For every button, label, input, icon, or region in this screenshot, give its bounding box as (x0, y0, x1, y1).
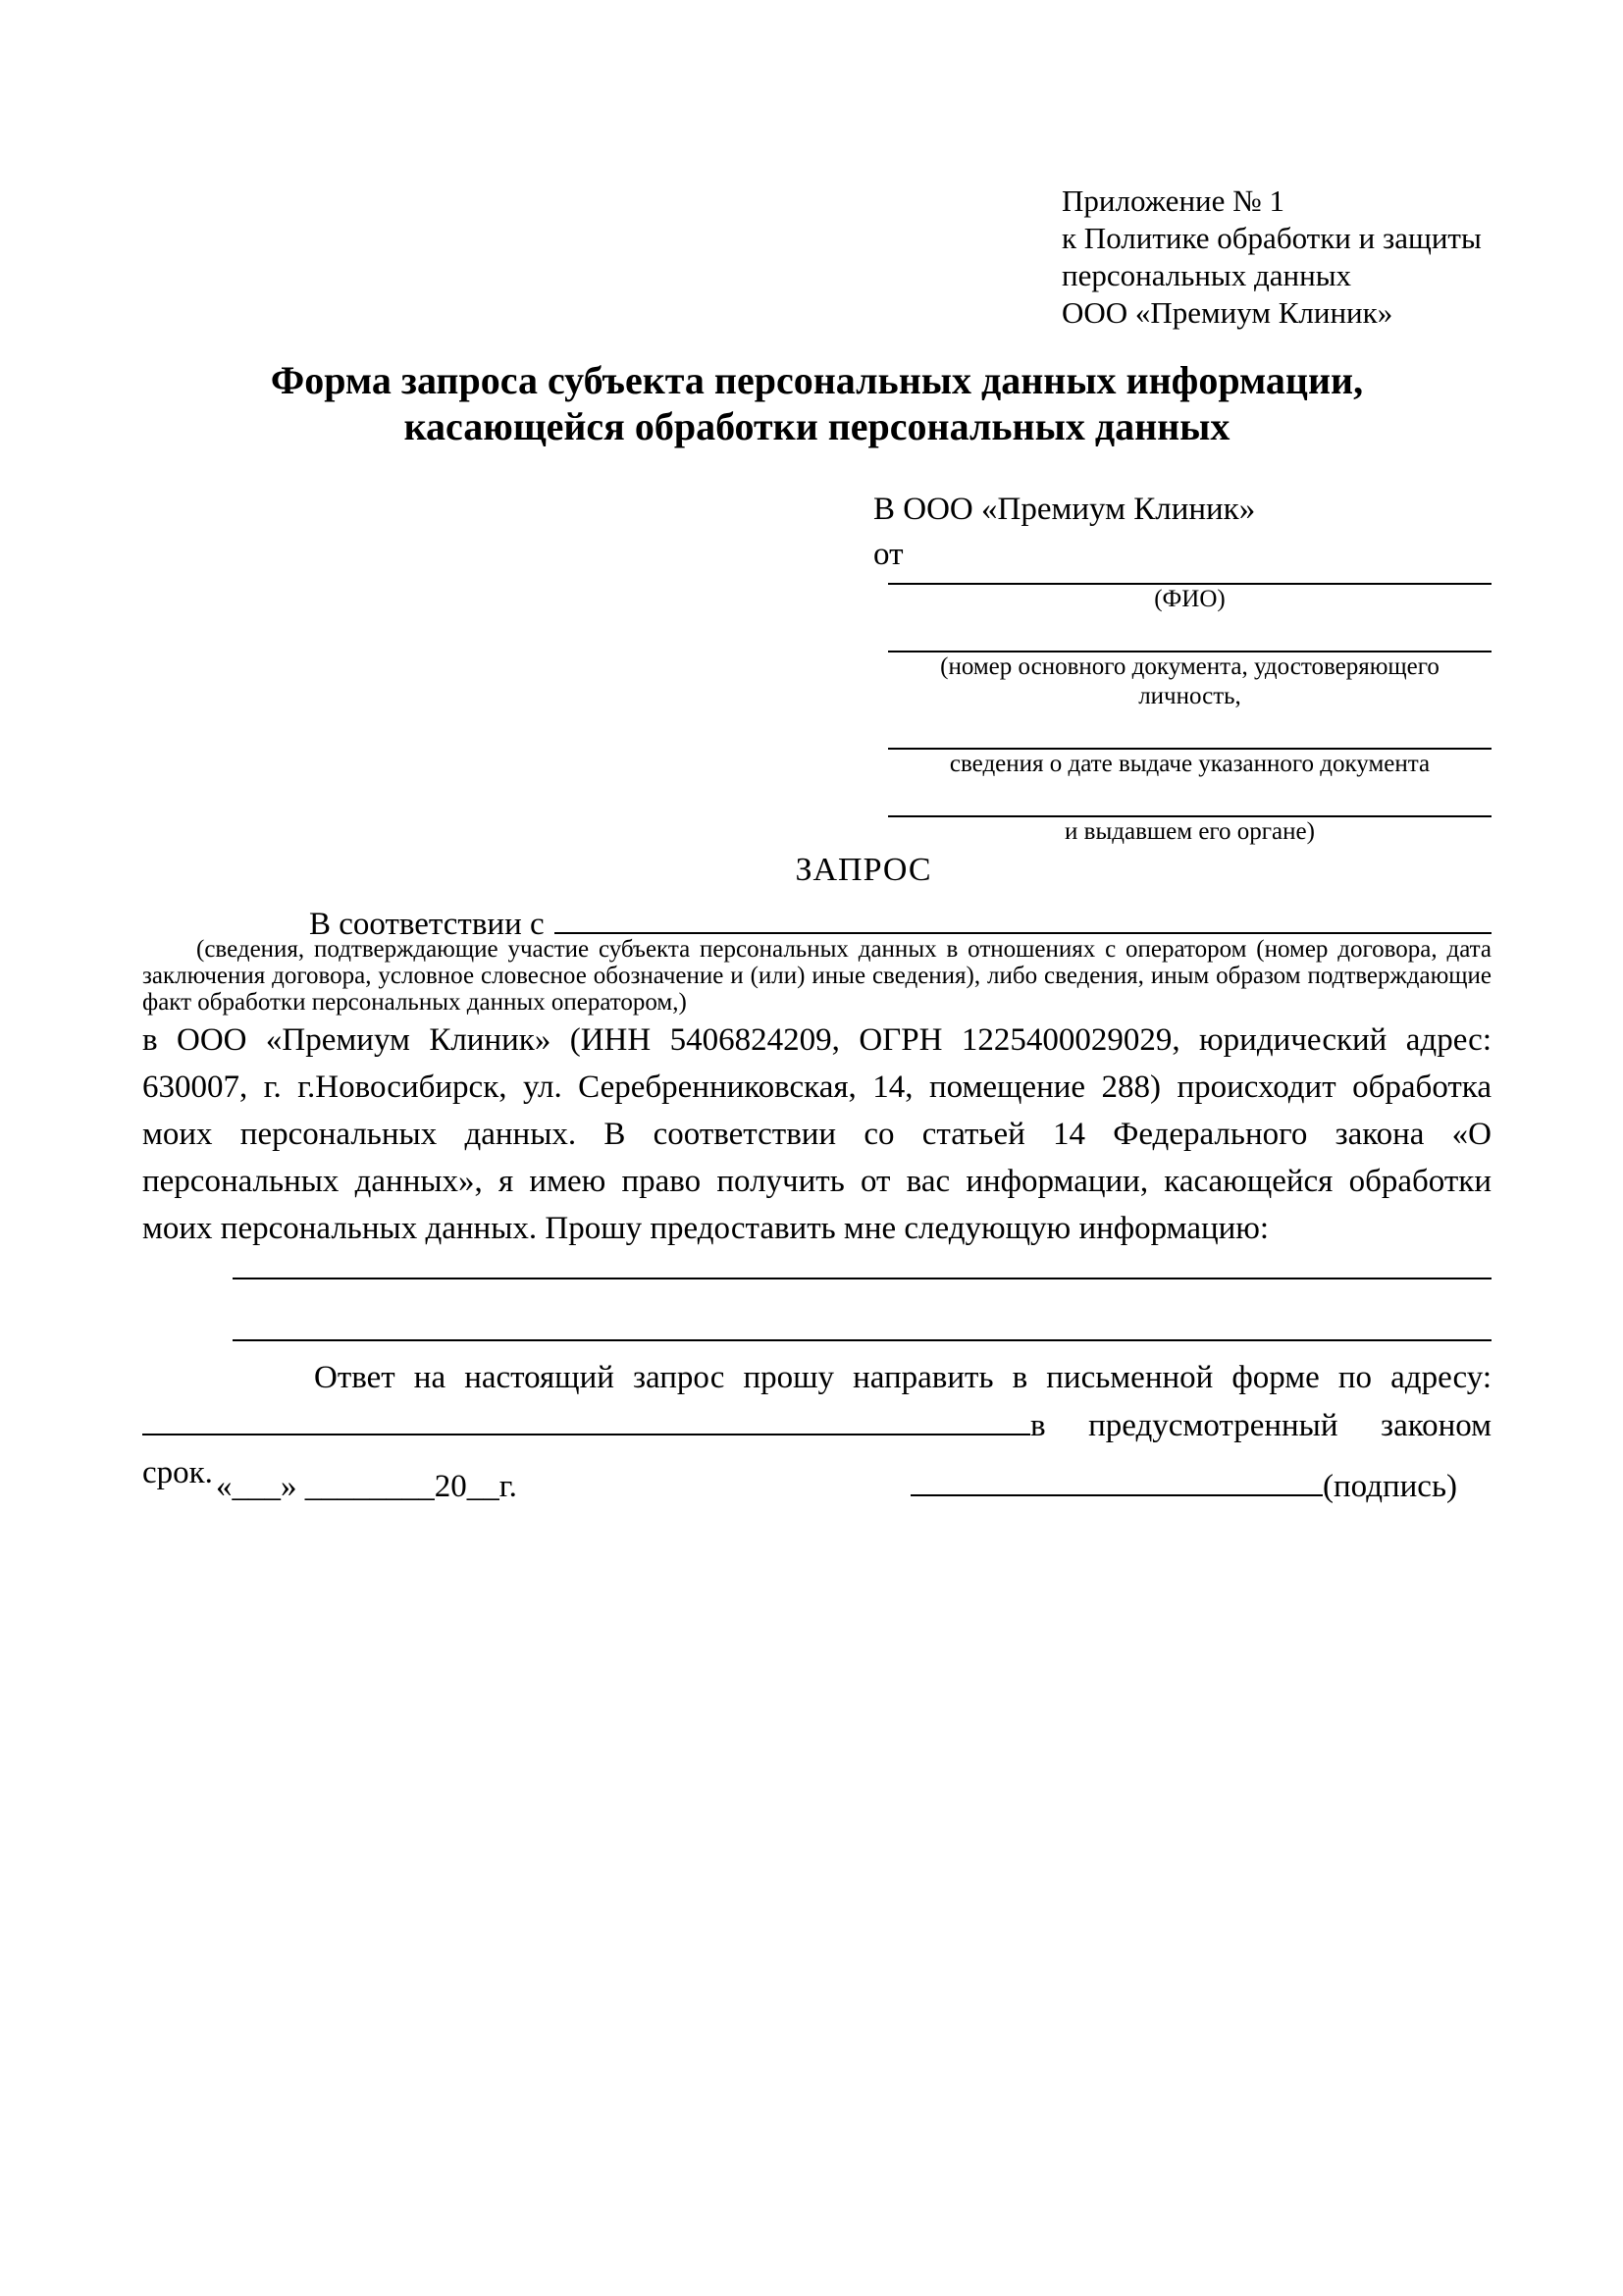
info-lines-gap (142, 1279, 1492, 1339)
document-title-line: касающейся обработки персональных данных (403, 404, 1230, 448)
appendix-header-line: Приложение № 1 (1062, 183, 1284, 218)
intro-write-line (554, 899, 1492, 934)
intro-note: (сведения, подтверждающие участие субъекта персональных данных в отношениях с оператором (номер договора, дата заключения договора, условное словесное обозначение и (или) иные сведения), либо сведения, иным образом подтверждающие факт обработки персональных данных оператором,) (142, 936, 1492, 1016)
appendix-header-line: к Политике обработки и защиты (1062, 221, 1482, 255)
addressee-to: В ООО «Премиум Клиник» (873, 492, 1256, 527)
issue-date-caption: сведения о дате выдаче указанного документа (949, 751, 1431, 777)
info-write-lines (142, 1278, 1492, 1341)
signature-group (911, 1462, 1457, 1505)
signature-write-line (911, 1462, 1323, 1496)
request-body: в ООО «Премиум Клиник» (ИНН 5406824209, ОГРН 1225400029029, юридический адрес: 630007, г. г.Новосибирск, ул. Серебренниковская, 14, помещение 288) происходит обработка моих персональных данных. В соответствии со статьей 14 Федерального закона «О персональных данных», я имею право получить от вас информации, касающейся обработки моих персональных данных. Прошу предоставить мне следующую информацию: (142, 1022, 1492, 1246)
document-title (142, 357, 1492, 449)
reply-text: Ответ на настоящий запрос прошу направить в письменной форме по адресу: (314, 1360, 1492, 1395)
address-write-line (142, 1401, 1030, 1435)
addressee-block (873, 487, 1493, 847)
addressee-from-label: от (873, 537, 904, 572)
date-line: «___» ________20__г. (216, 1469, 517, 1504)
document-number-caption: (номер основного документа, удостоверяющего личность, (940, 653, 1440, 709)
document-title-line: Форма запроса субъекта персональных данных информации, (270, 358, 1364, 402)
fio-caption: (ФИО) (1154, 586, 1226, 612)
footer-row (142, 1462, 1492, 1505)
reply-suffix: в предусмотренный законом срок. (142, 1408, 1492, 1490)
appendix-header (1062, 183, 1482, 332)
request-heading: ЗАПРОС (795, 852, 932, 888)
signature-caption: (подпись) (1323, 1469, 1457, 1504)
issuing-authority-caption: и выдавшем его органе) (1065, 818, 1315, 845)
appendix-header-line: персональных данных (1062, 258, 1352, 292)
appendix-header-line: ООО «Премиум Клиник» (1062, 295, 1393, 330)
info-write-line-2 (233, 1339, 1492, 1341)
intro-prefix: В соответствии с (309, 907, 545, 942)
